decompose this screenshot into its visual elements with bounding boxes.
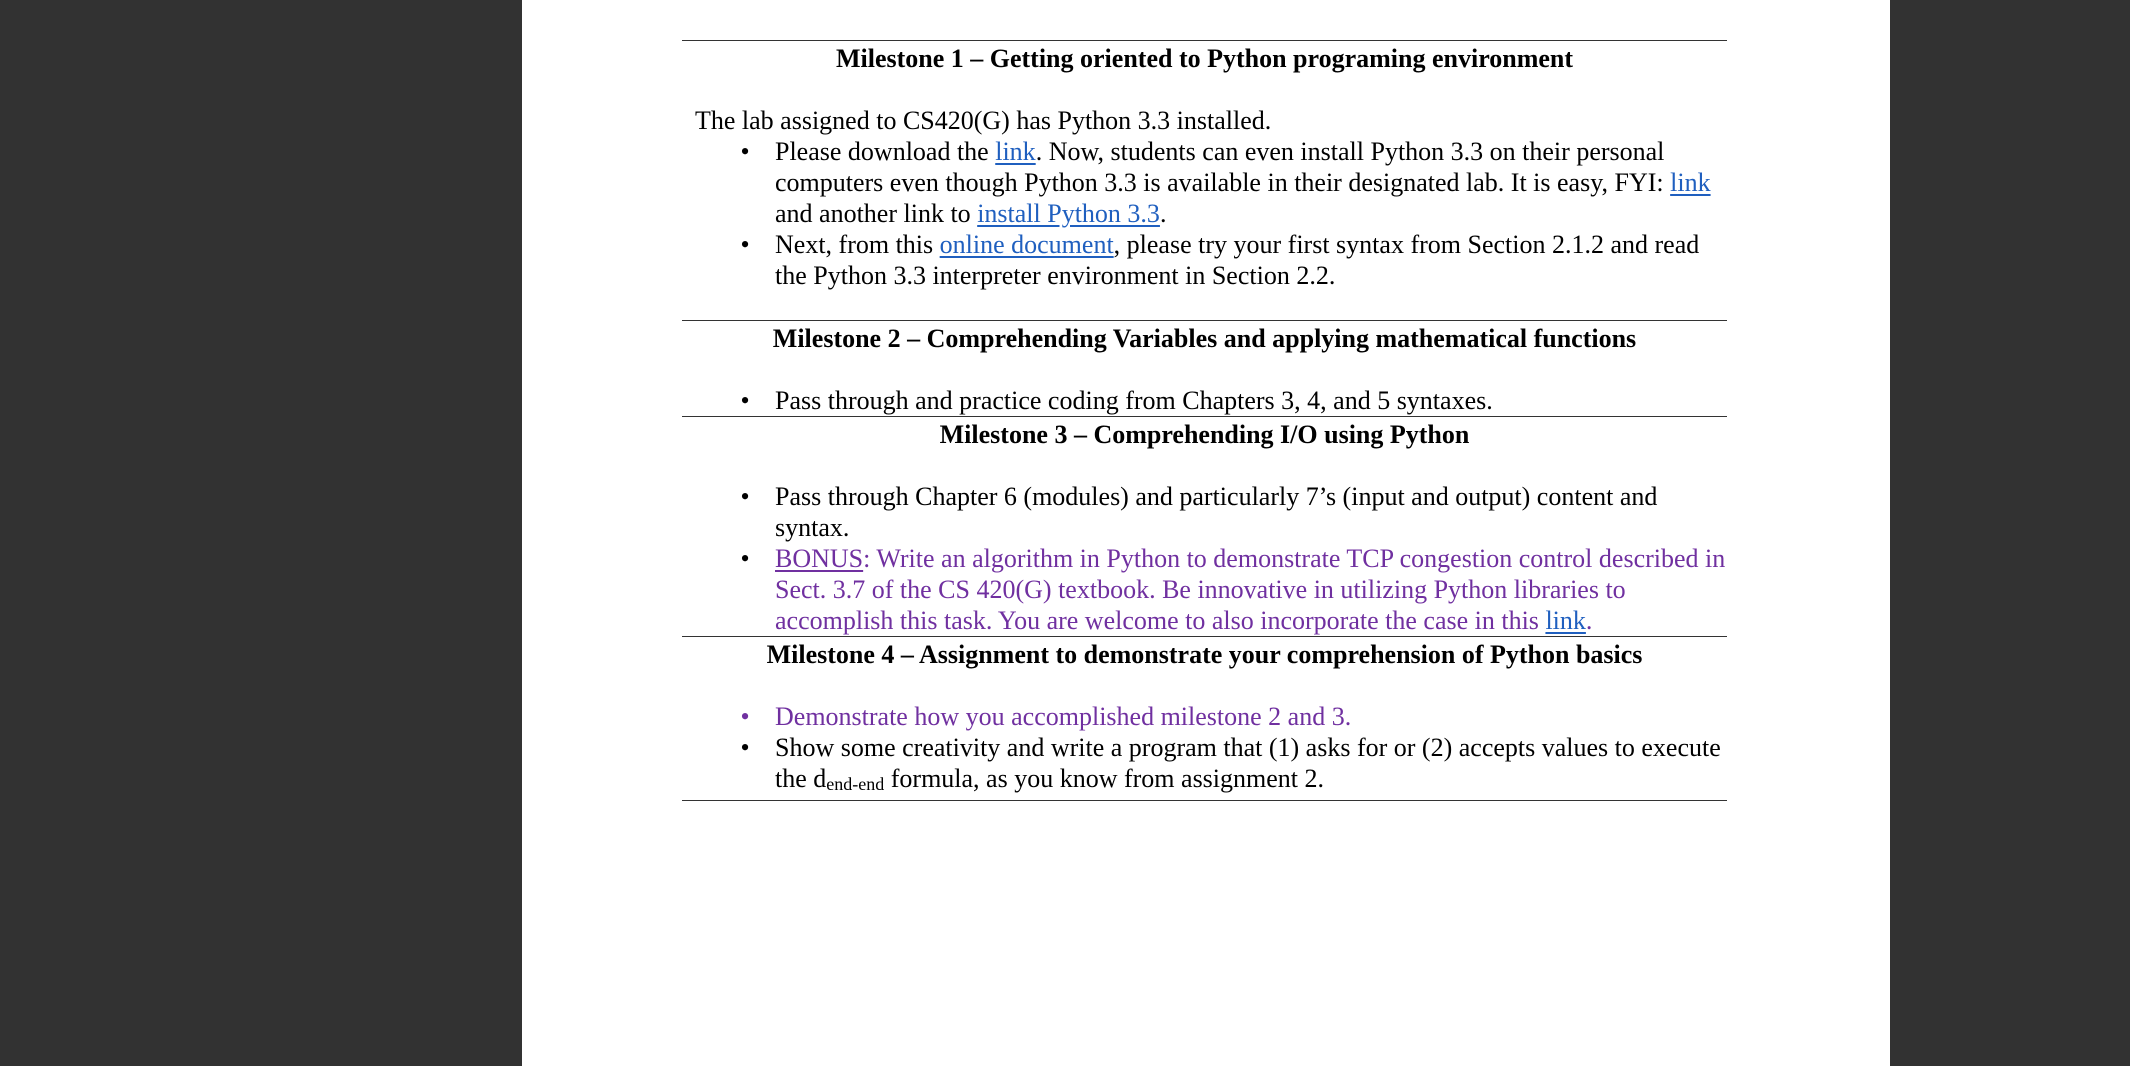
install-python-link[interactable]: install Python 3.3 xyxy=(977,199,1160,228)
spacer xyxy=(682,74,1727,105)
bullet-icon: • xyxy=(740,733,750,762)
list-item xyxy=(682,229,1727,291)
spacer xyxy=(682,354,1727,385)
spacer xyxy=(682,670,1727,701)
milestone-2-section xyxy=(682,320,1727,416)
milestone-1-list xyxy=(682,136,1727,291)
list-item xyxy=(682,385,1727,416)
bullet-icon: • xyxy=(740,386,750,415)
item-text: Please download the xyxy=(775,137,996,166)
milestone-4-section xyxy=(682,636,1727,801)
milestone-3-section xyxy=(682,416,1727,636)
item-text: Pass through and practice coding from Chapters 3, 4, and 5 syntaxes. xyxy=(775,386,1493,415)
milestone-4-list xyxy=(682,701,1727,800)
item-text: formula, as you know from assignment 2. xyxy=(884,764,1325,793)
item-text: : Write an algorithm in Python to demonstrate TCP congestion control described in Sect. 3.7 of the CS 420(G) textbook. Be innovative in utilizing Python libraries to accomplish this task. You are welcome to also incorporate the case in this xyxy=(775,544,1726,635)
item-text: . xyxy=(1585,606,1593,635)
item-text: Demonstrate how you accomplished milestone 2 and 3. xyxy=(775,702,1352,731)
milestone-1-intro: The lab assigned to CS420(G) has Python 3.3 installed. xyxy=(695,106,1272,135)
milestone-1-section xyxy=(682,40,1727,320)
fyi-link[interactable]: link xyxy=(1670,168,1711,197)
bullet-icon: • xyxy=(740,544,750,573)
item-text: and another link to xyxy=(775,199,978,228)
bullet-icon: • xyxy=(740,482,750,511)
item-text: . xyxy=(1159,199,1167,228)
milestone-3-list xyxy=(682,481,1727,636)
item-text: . Now, students can even install Python 3.3 on their personal computers even though Python 3.3 is available in their designated lab. It is easy, FYI: xyxy=(775,137,1671,197)
milestone-1-heading: Milestone 1 – Getting oriented to Python programing environment xyxy=(835,44,1574,73)
online-document-link[interactable]: online document xyxy=(939,230,1114,259)
subscript-text: end-end xyxy=(826,774,885,794)
list-item xyxy=(682,481,1727,543)
page-content xyxy=(682,40,1727,801)
item-text: Show some creativity and write a program that (1) asks for or (2) accepts values to execute the d xyxy=(775,733,1721,793)
bullet-icon: • xyxy=(740,230,750,259)
bullet-icon: • xyxy=(740,137,750,166)
bonus-link[interactable]: BONUS xyxy=(775,544,864,573)
milestone-2-list xyxy=(682,385,1727,416)
download-link[interactable]: link xyxy=(995,137,1036,166)
bullet-icon: • xyxy=(740,702,750,731)
document-page xyxy=(522,0,1890,1066)
item-text: Next, from this xyxy=(775,230,940,259)
item-text: , please try your first syntax from Section 2.1.2 and read the Python 3.3 interpreter environment in Section 2.2. xyxy=(775,230,1700,290)
list-item xyxy=(682,136,1727,229)
milestone-3-heading: Milestone 3 – Comprehending I/O using Python xyxy=(939,420,1470,449)
case-link[interactable]: link xyxy=(1545,606,1586,635)
list-item xyxy=(682,732,1727,800)
spacer xyxy=(682,450,1727,481)
spacer xyxy=(682,291,1727,320)
milestone-4-heading: Milestone 4 – Assignment to demonstrate your comprehension of Python basics xyxy=(766,640,1643,669)
list-item xyxy=(682,701,1727,732)
bonus-list-item xyxy=(682,543,1727,636)
item-text: Pass through Chapter 6 (modules) and particularly 7’s (input and output) content and syntax. xyxy=(775,482,1658,542)
milestone-2-heading: Milestone 2 – Comprehending Variables and applying mathematical functions xyxy=(772,324,1637,353)
